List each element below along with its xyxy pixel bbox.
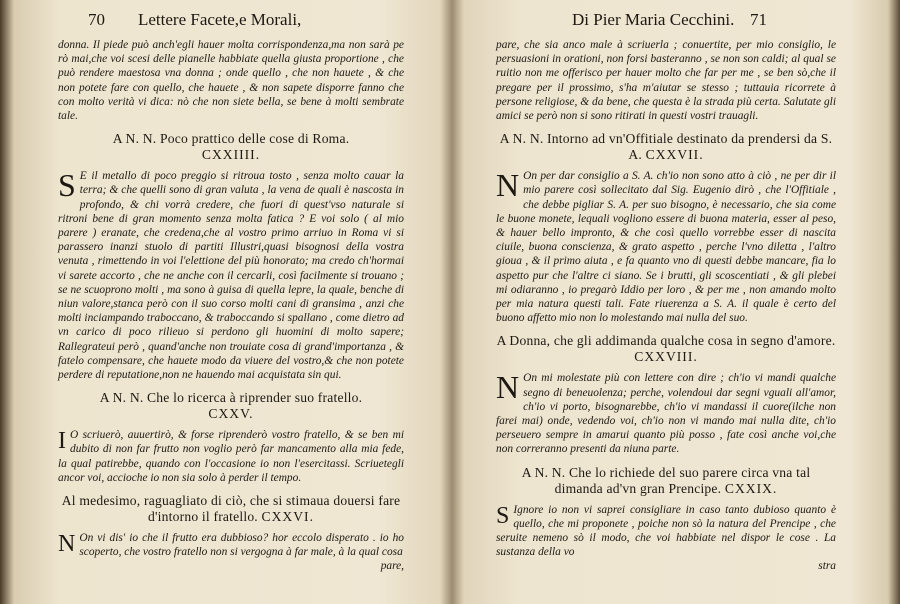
right-page-body	[496, 38, 836, 574]
right-running-head	[496, 6, 836, 36]
letter-126-text	[58, 531, 404, 559]
letter-number: CXXIX.	[724, 480, 778, 496]
drop-cap-initial: N	[58, 531, 76, 558]
catchword: pare,	[380, 560, 404, 573]
letter-128-text	[496, 371, 836, 456]
letter-number: CXXVII.	[645, 147, 704, 163]
letter-125-heading	[58, 390, 404, 422]
letter-126-heading	[58, 493, 404, 525]
letter-127	[496, 131, 836, 325]
left-page-body	[58, 38, 404, 574]
drop-cap-initial: I	[58, 428, 66, 455]
drop-cap-initial: S	[58, 167, 76, 204]
letter-127-heading	[496, 131, 836, 163]
letter-body-text: O scriuerò, auuertirò, & forse riprenderò vostro fratello, & se ben mi dubito di non far frutto non voglio però far mancamento alla mia fede, la qual patirebbe, quando con l'occasione io non l'esercitassi. Scriuetegli ancor voi, accioche io non sia solo à perder il tempo.	[58, 429, 404, 484]
letter-body-text: On vi dis' io che il frutto era dubbioso? hor eccolo disperato . io ho scoperto, che vostro fratello non si vergogna à far male, à la qual cosa	[79, 532, 404, 559]
letter-129-heading	[496, 465, 836, 497]
letter-heading-text: Al medesimo, raguagliato di ciò, che si stimaua douersi fare d'intorno il fratello.	[61, 493, 401, 525]
drop-cap-initial: N	[496, 369, 520, 406]
left-page-number: 70	[88, 10, 105, 29]
letter-126	[58, 493, 404, 574]
left-running-head	[58, 6, 404, 36]
letter-heading-text: A Donna, che gli addimanda qualche cosa in segno d'amore.	[496, 333, 836, 349]
letter-number: CXXVIII.	[634, 349, 698, 365]
catchword: stra	[818, 560, 836, 573]
right-continuation-text: pare, che sia anco male à scriuerla ; conuertite, per mio consiglio, le persuasioni in orationi, non forsi basteranno , se non son caldi; al qual se ruitio non me offerisco per hauer molto che far per me , se ben sò,che il pregare per il prossimo, s'ha m'aiutar se stesso ; tuttauia ricorrete à persone religiose, & da bene, che questa è la strada più certa. Salutate gli amici se però non si sono ritirati in questi vostri trauagli.	[496, 39, 836, 123]
letter-body-text: Ignore io non vi saprei consigliare in caso tanto dubioso quanto è quello, che mi proponete , poiche non sò la natura del Prencipe , che seruite nemeno sò il modo, che voi habbiate nel dispor le cose . La sustanza della vo	[496, 503, 836, 559]
left-continuation-text: donna. Il piede può anch'egli hauer molta corrispondenza,ma non sarà pe rò mai,che voi scesi delle pianelle habbiate quella giusta proportione , che può rendere maestosa vna donna ; onde quello , che non hauete , & che non potete fare con quello, che hauete , & non sapete disporre fanno che con molto verità vi dica: nò che non siete bella, se bene à molti sembrate tale.	[58, 39, 404, 123]
right-running-title: Di Pier Maria Cecchini.	[572, 10, 735, 29]
letter-number: CXXIIII.	[201, 147, 261, 163]
right-page	[496, 0, 836, 604]
letter-body-text: On per dar consiglio a S. A. ch'io non sono atto à ciò , ne per dir il mio parere così sollecitato dal Sig. Eugenio dirò , che l'Offitiale , che debbe pigliar S. A. per suo bisogno, è necessario, che sia come le buone monete, lequali vogliono essere di buona materia, esser al peso, & hauer bello impronto, & che così quello vorrebbe esser di nascita ciuile, buona conscienza, & grato aspetto , perche l'vno diletta , l'altro gioua , & il primo aiuta , e fa quanto vno di questi debbe mancare, fia lo aspetto pur che l'altre ci siano. Se i brutti, gli scoscentiati , & gli plebei mi odiaranno , io pregarò Iddio per loro , & per me , non amando molto per mia natura questi tali. Fate riuerenza a S. A. il quale è certo del buono affetto mio non lo molestando mai nulla del suo.	[496, 170, 836, 325]
letter-125-text	[58, 428, 404, 485]
letter-124	[58, 131, 404, 382]
left-running-title: Lettere Facete,e Morali,	[138, 10, 302, 29]
letter-heading-text: A N. N. Poco prattico delle cose di Roma.	[112, 131, 350, 147]
right-page-number: 71	[750, 10, 767, 29]
letter-body-text: On mi molestate più con lettere con dire ; ch'io vi mandi qualche segno di beneuolenza; perche, volendoui dar segni vguali all'amor, ch'io vi porto, bisognarebbe, ch'io vi mandassi il cuore(ilche non farei mai) onde, vedendo voi, ch'io non vi mando mai nulla dite, ch'io perseuero sempre in amarui quanto più posso , fate così anche voi,che non correranno presenti da niuna parte.	[496, 372, 836, 456]
letter-heading-text: A N. N. Intorno ad vn'Offitiale destinato da prendersi da S. A.	[499, 131, 833, 163]
letter-number: CXXV.	[208, 406, 254, 422]
letter-124-heading	[58, 131, 404, 163]
letter-129-text	[496, 503, 836, 560]
drop-cap-initial: S	[496, 502, 510, 529]
letter-number: CXXVI.	[261, 509, 314, 525]
drop-cap-initial: N	[496, 167, 520, 204]
letter-124-text	[58, 169, 404, 382]
left-page	[58, 0, 404, 604]
letter-127-text	[496, 169, 836, 325]
letter-heading-text: A N. N. Che lo richiede del suo parere circa vna tal dimanda ad'vn gran Prencipe.	[521, 464, 811, 496]
letter-heading-text: A N. N. Che lo ricerca à riprender suo fratello.	[99, 390, 363, 406]
letter-body-text: E il metallo di poco preggio si ritroua tosto , senza molto cauar la terra; & che quelli sono di gran valuta , la vena de quali è nascosta in profondo, & chi vorrà credere, che fuori di quest'vso naturale si ritroni bene di gran momento senza molta fatica ? E voi solo ( al mio parere ) eranate, che credena,che al vostro primo arriuo in Roma vi si parassero inanzi stuolo di partiti Illustri,quasi bisognosi della vostra venuta , rimettendo in voi l'elettione del più honorato; ma credo ch'hormai vi sarete accorto , che ne anche con il cercarli, così facilmente si trouano ; se ne scuoprono molti , ma sono à guisa di quella lepre, la quale, benche di niun valore,stanca però con il suo corso molti cani di gransima , anzi che molti inciampando traboccano, & traboccando si spallano , come dietro ad vn carico di poco rilieuo si perdono gli huomini di molto sapere; Rallegrateui però , quand'anche non trouiate cosa di grand'importanza , & fatelo compensare, che hauete modo da viuere del vostro,& che non potete perdere di reputatione,non ne hauendo mai acquistata sin qui.	[58, 170, 404, 382]
letter-128	[496, 333, 836, 456]
letter-125	[58, 390, 404, 485]
letter-129	[496, 465, 836, 574]
letter-128-heading	[496, 333, 836, 365]
